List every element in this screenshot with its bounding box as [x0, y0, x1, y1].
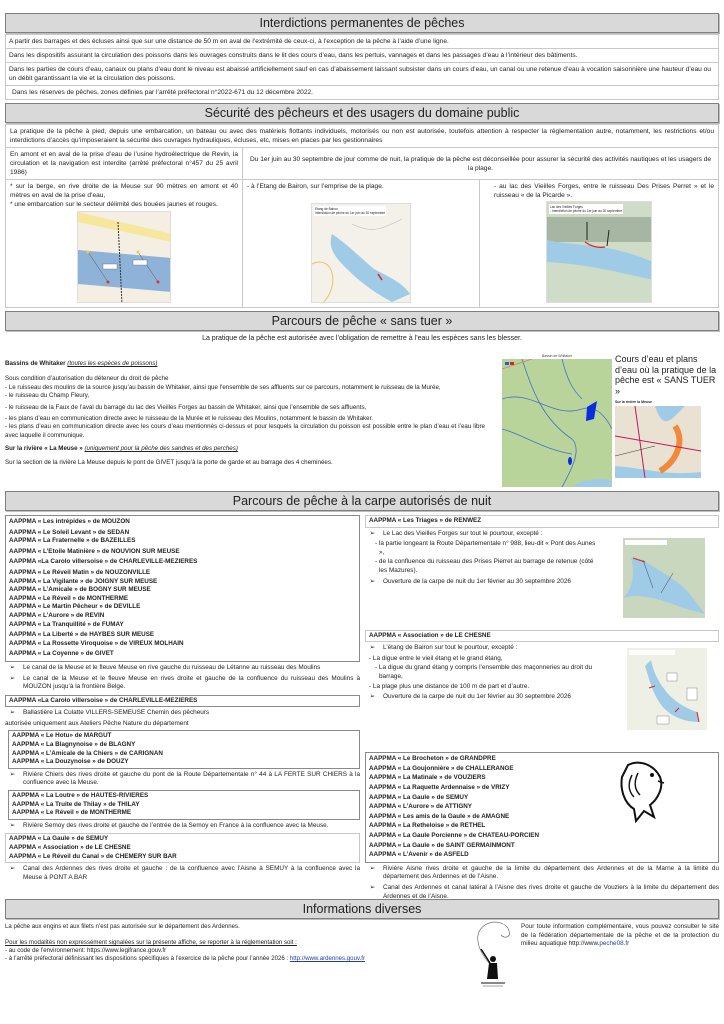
ardennes-gouv-link[interactable]: http://www.ardennes.gouv.fr	[289, 955, 365, 962]
carpe-group-2	[5, 695, 360, 708]
bairon-map	[311, 203, 411, 303]
carpe-group-4	[8, 790, 360, 820]
meuse-map	[615, 406, 701, 478]
renwez-map	[623, 538, 705, 618]
infos-contact-text: Pour toute information complémentaire, vous pouvez consulter le site de la fédération départementale de la pêche et de la protection du milieu aquatique http://www.	[521, 923, 719, 947]
aappma-item: AAPPMA « Le Martin Pêcheur » de DEVILLE	[9, 603, 141, 611]
renwez-bullet	[365, 578, 601, 587]
carpe-group-6	[365, 752, 719, 863]
aappma-item: AAPPMA « L’Aurore » de ATTIGNY	[369, 803, 472, 811]
aappma-item: AAPPMA « La Truite de Thilay » de THILAY	[12, 800, 140, 808]
aappma-item: AAPPMA « La Raquette Ardennaise » de VRIZY	[369, 783, 510, 791]
aappma-item: AAPPMA « La Gaule » de SAINT GERMAINMONT	[369, 841, 515, 849]
sans-tuer-section	[5, 334, 719, 489]
renwez-bullet-text: Ouverture de la carpe de nuit du 1er février au 30 septembre 2026	[383, 577, 571, 585]
renwez-exception: - la partie longeant la Route Départementale n° 988, lieu-dit « Pont des Aunes »,	[375, 540, 596, 556]
aappma-item: AAPPMA « La Gaule » de SEMUY	[369, 793, 469, 801]
carpe-bullet	[5, 664, 360, 673]
carp-icon	[614, 759, 666, 823]
carpe-bullet	[365, 884, 719, 901]
interdiction-row: Dans les dispositifs assurant la circulation des poissons dans les ouvrages construits dans le lit des cours d’eau, dans les pertuis, vannages et dans les passages d’eau à l’intérieur des bâtiments.	[5, 49, 719, 63]
aappma-item: AAPPMA « Le Hotu» de MARGUT	[12, 732, 112, 740]
renwez-bullet-text: Le Lac des Vieilles Forges sur tout le pourtour, excepté :	[383, 529, 543, 537]
infos-arrete-text: - à l’arrêté préfectoral définissant les dispositions spécifiques à l’exercice de la pêche pour l’année 2026 :	[5, 955, 290, 962]
arrow-bullet-icon: ➢	[9, 865, 15, 873]
bairon-map-caption-2: Interdiction de pêche du 1er juin au 30 septembre	[315, 211, 386, 215]
sans-tuer-text	[5, 360, 485, 467]
whitaker-item: - Le ruisseau des moulins de la source jusqu’au bassin de Whitaker, ainsi que l’ensemble de ses affluents sur ce parcours, notamment le ruisseau de la Murée,	[5, 383, 441, 391]
aappma-item: AAPPMA « Le Réveil » de MONTHERME	[9, 594, 129, 602]
carpe-group-1	[5, 515, 360, 662]
chesne-block	[365, 644, 719, 752]
whitaker-item: - le ruisseau du Champ Fleury,	[5, 392, 90, 400]
aappma-item: AAPPMA « La Goujonnière » de CHALLERANGE	[369, 764, 514, 772]
carpe-left-column	[5, 515, 360, 884]
arrow-bullet-icon: ➢	[369, 644, 375, 652]
infos-line-arrete	[5, 955, 475, 963]
aappma-item: AAPPMA « Le Réveil Matin » de NOUZONVILLE	[9, 568, 151, 576]
carpe-bullet-text: Rivière Chiers des rives droite et gauche du pont de la Route Départementale n° 44 à LA FERTE SUR CHIERS à la confluence avec la Meuse.	[23, 770, 360, 787]
renwez-bullet	[365, 530, 601, 539]
renwez-exception: - de la confluence du ruisseau des Prises Pierret au barrage de retenue (côté les Mazures).	[375, 558, 594, 574]
meuse-note: (uniquement pour la pêche des sandres et des perches)	[84, 445, 238, 453]
vieilles-forges-map	[546, 201, 652, 303]
chesne-exception: - La plage plus une distance de 100 m de part et d’autre.	[369, 682, 530, 690]
revin-detail-cell	[6, 180, 243, 308]
revin-detail-1: * sur la berge, en rive droite de la Meuse sur 90 mètres en amont et 40 mètres en aval de la prise d’eau,	[10, 183, 238, 199]
aappma-item: AAPPMA « La Fraternelle » de BAZEILLES	[9, 537, 136, 545]
chesne-text	[365, 644, 615, 702]
carpe-bullet-text: Rivière Aisne rives droite et gauche de la limite du département des Ardennes et de la Marne à la limite du département des Ardennes et de l’Aisne.	[383, 864, 719, 881]
section-title-interdictions: Interdictions permanentes de pêches	[5, 13, 719, 33]
carpe-bullet	[5, 771, 360, 788]
chesne-map	[627, 648, 707, 730]
renwez-text	[365, 530, 601, 587]
aappma-item: AAPPMA « La Douzynoise » de DOUZY	[12, 758, 129, 766]
vieilles-forges-map-caption	[549, 204, 623, 214]
aappma-item: AAPPMA « Association » de LE CHESNE	[9, 844, 131, 851]
carpe-bullet	[5, 865, 360, 882]
arrow-bullet-icon: ➢	[9, 709, 15, 717]
aappma-item: AAPPMA « La Liberté » de HAYBES SUR MEUSE	[9, 631, 155, 639]
carpe-group-3	[8, 730, 360, 768]
carpe-group-5	[5, 833, 360, 863]
carpe-section	[5, 511, 719, 900]
whitaker-item: - les plans d’eau en communication directe avec le ruisseau de la Murée et le ruisseau des Moulins, notamment le bassin de Whitaker.	[5, 415, 374, 423]
interdiction-row: A partir des barrages et des écluses ainsi que sur une distance de 50 m en aval de l’extrémité de ceux-ci, à l’exception de la pêche à l’aide d’une ligne.	[5, 34, 719, 49]
section-title-securite: Sécurité des pêcheurs et des usagers du domaine public	[5, 103, 719, 123]
infos-text	[5, 923, 475, 963]
renwez-block	[365, 530, 719, 630]
bairon-cell	[243, 180, 480, 308]
interdictions-list	[5, 34, 719, 100]
bairon-map-graphic	[312, 204, 411, 303]
bairon-text: - à l’Etang de Bairon, sur l’emprise de la plage.	[247, 183, 384, 190]
aappma-item: AAPPMA « Le Brocheton » de GRANDPRE	[369, 755, 496, 763]
arrow-bullet-icon: ➢	[9, 821, 15, 829]
vieilles-forges-map-caption-1: Lac des Vieilles Forges	[550, 205, 583, 209]
carpe-right-column	[365, 515, 719, 903]
securite-table	[5, 124, 719, 308]
bairon-map-caption	[314, 206, 386, 216]
aappma-item: AAPPMA « La Rossette Viroquoise » de VIREUX MOLHAIN	[9, 639, 184, 647]
carpe-bullet	[5, 709, 360, 718]
carpe-bullet	[5, 822, 360, 831]
vieilles-forges-cell	[480, 180, 719, 308]
interdiction-row: Dans les réserves de pêches, zones définies par l’arrêté préfectoral n°2022-671 du 12 décembre 2022.	[5, 86, 719, 100]
revin-map	[77, 211, 171, 303]
arrow-bullet-icon: ➢	[369, 864, 375, 872]
poster	[5, 13, 719, 989]
aappma-item: AAPPMA « La Blagnynoise » de BLAGNY	[12, 741, 136, 749]
infos-line-modalites: Pour les modalités non expressément signalées sur la présente affiche, se reporter à la réglementation soit :	[5, 939, 297, 946]
arrow-bullet-icon: ➢	[369, 529, 375, 537]
carpe-bullet	[5, 675, 360, 692]
vieilles-forges-text: - au lac des Vieilles Forges, entre le ruisseau Des Prises Perret » et le ruisseau « de la Picarde ».	[494, 183, 714, 199]
aappma-item: AAPPMA « L’Amicale de la Chiers » de CARIGNAN	[12, 749, 163, 757]
revin-detail-2: * une embarcation sur le secteur délimité des bouées jaunes et rouges.	[10, 201, 218, 208]
vieilles-forges-map-graphic	[547, 202, 652, 303]
carpe-bullet	[365, 865, 719, 882]
interdiction-row: Dans les parties de cours d’eau, canaux ou plans d’eau dont le niveau est abaissé artificiellement sauf en cas d’abaissement laissant subsister dans un cours d’eau, un canal ou une retenue d’eau à vocation saisonnière une hauteur d’eau ou un débit garantissant la vie et la circulation des poissons.	[5, 63, 719, 86]
meuse-text: Sur la section de la rivière La Meuse depuis le pont de GIVET jusqu’à la porte de garde et au barrage des 4 cheminées.	[5, 458, 333, 466]
fisherman-icon	[467, 919, 517, 989]
aappma-item: AAPPMA « La Gaule Porcienne » de CHATEAU-PORCIEN	[369, 831, 540, 839]
carpe-bullet-text: Le canal de la Meuse et le fleuve Meuse en rives droite et gauche de la confluence du ruisseau des Moulins à MOUZON jusqu’à la frontière Belge.	[23, 674, 360, 691]
meuse-map-caption: Sur la rivière la Meuse	[615, 400, 652, 404]
arrow-bullet-icon: ➢	[9, 663, 15, 671]
chesne-bullet-text: L’étang de Bairon sur tout le pourtour, excepté :	[383, 644, 518, 652]
aappma-item: AAPPMA « La Matinale » de VOUZIERS	[369, 774, 486, 782]
meuse-title: Sur la rivière « La Meuse »	[5, 445, 83, 453]
infos-contact	[521, 923, 719, 949]
whitaker-condition: Sous condition d’autorisation du déteneur du droit de pêche	[5, 375, 169, 383]
whitaker-map-caption: Bassin de Whitaker	[541, 354, 573, 358]
arrow-bullet-icon: ➢	[369, 693, 375, 701]
vieilles-forges-map-caption-2: - Interdiction de pêche du 1er juin au 30 septembre	[550, 209, 623, 213]
chesne-bullet	[365, 693, 615, 702]
aappma-item: AAPPMA « La Coyenne » de GIVET	[9, 650, 114, 658]
aappma-item: AAPPMA « La Retheloise » de RETHEL	[369, 822, 486, 830]
whitaker-note: (toutes les espèces de poissons)	[67, 360, 158, 367]
chesne-header: AAPPMA « Association » de LE CHESNE	[365, 630, 719, 643]
summer-warning: Du 1er juin au 30 septembre de jour comme de nuit, la pratique de la pêche est déconseillée pour assurer la sécurité des activités nautiques et les usagers de la plage.	[243, 148, 719, 180]
meuse-map-block	[615, 354, 719, 481]
aappma-item: AAPPMA « La Gaule » de SEMUY	[9, 835, 109, 843]
carpe-bullet-text: Ballastière La Culatte VILLERS-SEMEUSE Chemin des pêcheurs	[23, 709, 210, 717]
aappma-item: AAPPMA « Les amis de la Gaule » de AMAGNE	[369, 812, 510, 820]
aappma-item: AAPPMA « L’Avenir » de ASFELD	[369, 851, 469, 859]
carpe-bullet-text: Canal des Ardennes et canal latéral à l’Aisne des rives droite et gauche de Vouziers à la limite du département des Ardennes et de l’Aisne.	[383, 883, 719, 900]
carpe-bullet-text: Rivière Semoy des rives droite et gauche de l’entrée de la Semoy en France à la confluence avec la Meuse.	[23, 821, 329, 829]
aappma-item: AAPPMA « La Vigilante » de JOIGNY SUR MEUSE	[9, 577, 158, 585]
aappma-item: AAPPMA «La Carolo villersoise » de CHARLEVILLE-MEZIERES	[9, 558, 198, 566]
carpe-bullet-text: Le canal de la Meuse et le fleuve Meuse en rive gauche du ruisseau de Létanne au ruisseau des Moulins	[23, 663, 321, 671]
arrow-bullet-icon: ➢	[369, 577, 375, 585]
chesne-exception: - La digue entre le vieil étang et le grand étang,	[369, 654, 503, 662]
aappma-item: AAPPMA « L’Etoile Matinière » de NOUVION SUR MEUSE	[9, 547, 180, 555]
section-title-sans-tuer: Parcours de pêche « sans tuer »	[5, 311, 719, 331]
sans-tuer-side-title: Cours d’eau et plans d’eau où la pratique de la pêche est « SANS TUER »	[615, 354, 717, 396]
aappma-item: AAPPMA « L’Aurore » de REVIN	[9, 611, 105, 619]
revin-text: En amont et en aval de la prise d’eau de l’usine hydroélectrique de Revin, la circulation et la navigation est interdite (arrêté préfectoral n°457 du 25 avril 1986)	[6, 148, 243, 180]
section-title-infos: Informations diverses	[5, 899, 719, 919]
peche08-link[interactable]: peche08.fr	[599, 940, 630, 947]
arrow-bullet-icon: ➢	[9, 770, 15, 778]
arrow-bullet-icon: ➢	[9, 674, 15, 682]
carpe-group-2-note: autorisée uniquement aux Ateliers Pêche Nature du département	[5, 719, 189, 727]
aappma-item: AAPPMA « Les intrépides » de MOUZON	[9, 518, 130, 525]
infos-section	[5, 919, 719, 989]
infos-line-code: - au code de l’environnement: https://www.legifrance.gouv.fr	[5, 947, 167, 954]
section-title-carpe: Parcours de pêche à la carpe autorisés de nuit	[5, 491, 719, 511]
whitaker-map-block	[502, 354, 612, 490]
chesne-bullet	[365, 644, 615, 653]
aappma-item: AAPPMA « L’Amicale » de BOGNY SUR MEUSE	[9, 586, 151, 594]
securite-intro: La pratique de la pêche à pied, depuis une embarcation, un bateau ou avec des matériels flottants individuels, motorisés ou non est autorisée, toutefois attention à respecter la réglementation autre, notamment, les restrictions et/ou interdictions d’accès qu’imposeraient la sécurité des ouvrages hydrauliques, écluses, etc, mises en places par les gestionnaires	[6, 125, 719, 148]
aappma-item: AAPPMA « La Tranquillité » de FUMAY	[9, 620, 124, 628]
aappma-item: AAPPMA « Le Soleil Levant » de SEDAN	[9, 528, 130, 536]
infos-line-engins: La pêche aux engins et aux filets n’est pas autorisée sur le département des Ardennes.	[5, 923, 240, 930]
carpe-bullet-text: Canal des Ardennes des rives droite et gauche : de la confluence avec l’Aisne à SEMUY à la confluence avec la Meuse à PONT A BAR	[23, 865, 360, 881]
sans-tuer-subtitle: La pratique de la pêche est autorisée avec l’obligation de remettre à l’eau les espèces sans les blesser.	[202, 335, 522, 342]
chesne-bullet-text: Ouverture de la carpe de nuit du 1er février au 30 septembre 2026	[383, 693, 571, 701]
renwez-header: AAPPMA « Les Triages » de RENWEZ	[365, 515, 719, 528]
chesne-exception: - La digue du grand étang y compris l’ensemble des maçonneries au droit du barrage,	[375, 664, 593, 680]
bairon-map-caption-1: Etang de Bairon	[315, 207, 338, 211]
aappma-item: AAPPMA « La Loutre » de HAUTES-RIVIERES	[12, 792, 149, 800]
aappma-item: AAPPMA «La Carolo villersoise » de CHARLEVILLE-MEZIERES	[9, 696, 198, 704]
arrow-bullet-icon: ➢	[369, 883, 375, 891]
whitaker-map	[502, 359, 612, 487]
whitaker-item: - les plans d’eau en communication directe avec les cours d’eau mentionnés ci-dessus et pour lesquels la circulation du poisson est possible entre le plan d’eau et l’eau libre avec laquelle il communique.	[5, 423, 485, 439]
whitaker-item: - le ruisseau de la Faux de l’aval du barrage du lac des Vieilles Forges au bassin de Whitaker, ainsi que l’ensemble de ses affluents,	[5, 403, 367, 411]
aappma-item: AAPPMA « Le Réveil du Canal » de CHEMERY SUR BAR	[9, 852, 177, 860]
aappma-item: AAPPMA « Le Réveil » de MONTHERME	[12, 809, 132, 817]
whitaker-title: Bassins de Whitaker	[5, 360, 66, 367]
revin-map-graphic	[78, 212, 171, 303]
